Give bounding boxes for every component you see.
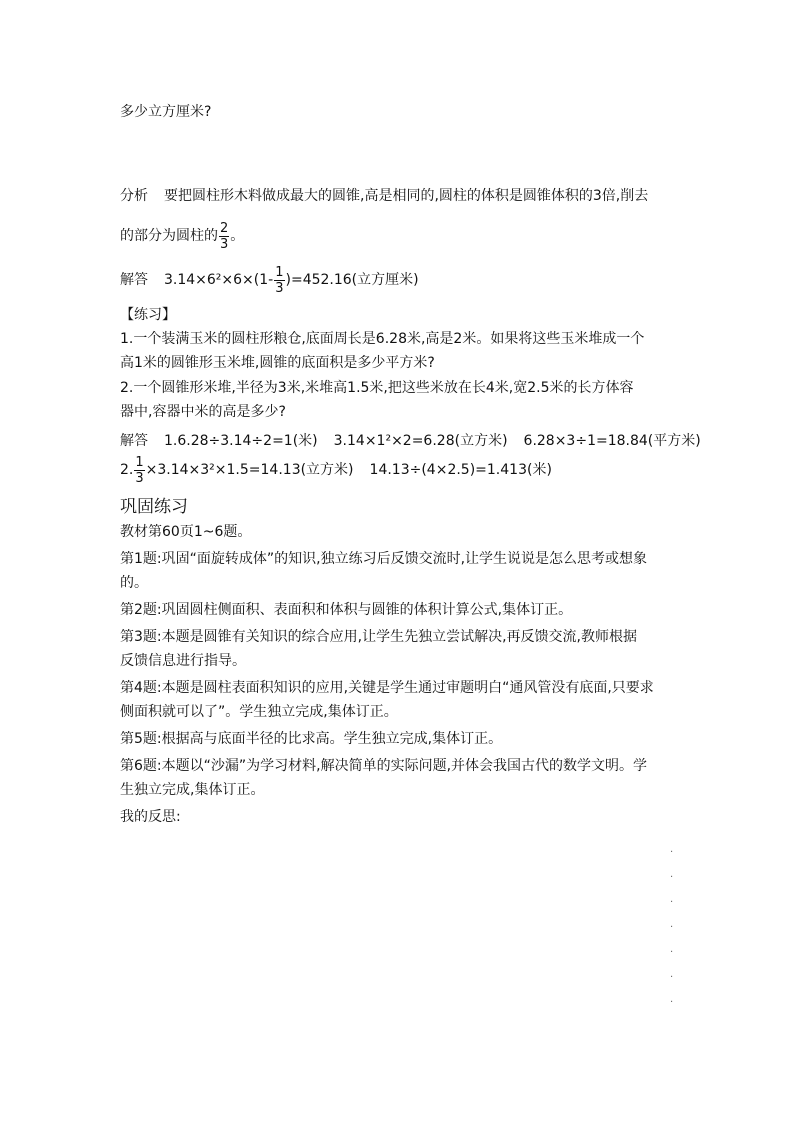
consolidation-item: 侧面积就可以了”。学生独立完成,集体订正。 xyxy=(120,704,398,720)
consolidation-item: 第3题:本题是圆锥有关知识的综合应用,让学生先独立尝试解决,再反馈交流,教师根据 xyxy=(120,629,637,645)
answer-1-expr: 3.14×6²×6×(1- xyxy=(164,272,274,288)
practice-q2-line-1: 2.一个圆锥形米堆,半径为3米,米堆高1.5米,把这些米放在长4米,宽2.5米的长方体容 xyxy=(120,380,634,396)
fraction-two-thirds: $\frac{2}{3}$ xyxy=(220,220,229,252)
margin-dot: . xyxy=(670,969,674,980)
margin-dot: . xyxy=(670,944,674,955)
margin-dot: . xyxy=(670,844,674,855)
practice-q2-line-2: 器中,容器中米的高是多少? xyxy=(120,404,286,420)
fraction-one-third: $\frac{1}{3}$ xyxy=(275,264,284,296)
consolidation-item: 的。 xyxy=(120,575,148,591)
consolidation-item: 第6题:本题以“沙漏”为学习材料,解决简单的实际问题,并体会我国古代的数学文明。学 xyxy=(120,758,648,774)
consolidation-item: 第5题:根据高与底面半径的比求高。学生独立完成,集体订正。 xyxy=(120,731,503,747)
margin-dot: . xyxy=(670,994,674,1005)
margin-dot: . xyxy=(670,919,674,930)
analysis-text-2: 的部分为圆柱的 xyxy=(120,228,218,244)
answer-label: 解答 xyxy=(120,433,148,449)
consolidation-item: 生独立完成,集体订正。 xyxy=(120,782,265,798)
answer-2-line-1: 解答 1.6.28÷3.14÷2=1(米) 3.14×1²×2=6.28(立方米) 6.28×3÷1=18.84(平方米) xyxy=(120,433,701,449)
practice-q1-line-2: 高1米的圆锥形玉米堆,圆锥的底面积是多少平方米? xyxy=(120,355,435,371)
consolidation-item: 第1题:巩固“面旋转成体”的知识,独立练习后反馈交流时,让学生说说是怎么思考或想象 xyxy=(120,551,648,567)
answer-2-line-2: 2. $\frac{1}{3}$ ×3.14×3²×1.5=14.13(立方米) 14.13÷(4×2.5)=1.413(米) xyxy=(120,454,552,486)
analysis-label: 分析 xyxy=(120,188,148,204)
consolidation-item: 第2题:巩固圆柱侧面积、表面积和体积与圆锥的体积计算公式,集体订正。 xyxy=(120,602,573,618)
practice-title: 【练习】 xyxy=(120,307,176,323)
consolidation-item: 第4题:本题是圆柱表面积知识的应用,关键是学生通过审题明白“通风管没有底面,只要求 xyxy=(120,680,654,696)
practice-q1-line-1: 1.一个装满玉米的圆柱形粮仓,底面周长是6.28米,高是2米。如果将这些玉米堆成一个 xyxy=(120,331,645,347)
top-question: 多少立方厘米? xyxy=(120,104,212,120)
consolidation-material: 教材第60页1~6题。 xyxy=(120,524,252,540)
consolidation-title: 巩固练习 xyxy=(120,497,188,517)
answer-label: 解答 xyxy=(120,272,148,288)
fraction-one-third: $\frac{1}{3}$ xyxy=(135,454,144,486)
margin-dot: . xyxy=(670,894,674,905)
consolidation-item: 反馈信息进行指导。 xyxy=(120,653,246,669)
analysis-text-1: 要把圆柱形木料做成最大的圆锥,高是相同的,圆柱的体积是圆锥体积的3倍,削去 xyxy=(164,188,649,204)
answer-1: 解答 3.14×6²×6×(1- $\frac{1}{3}$ )=452.16(立方厘米) xyxy=(120,264,419,296)
analysis-line-2: 的部分为圆柱的 $\frac{2}{3}$ 。 xyxy=(120,220,245,252)
margin-dot: . xyxy=(670,869,674,880)
analysis-line-1 xyxy=(120,186,648,206)
reflection-label: 我的反思: xyxy=(120,809,181,825)
